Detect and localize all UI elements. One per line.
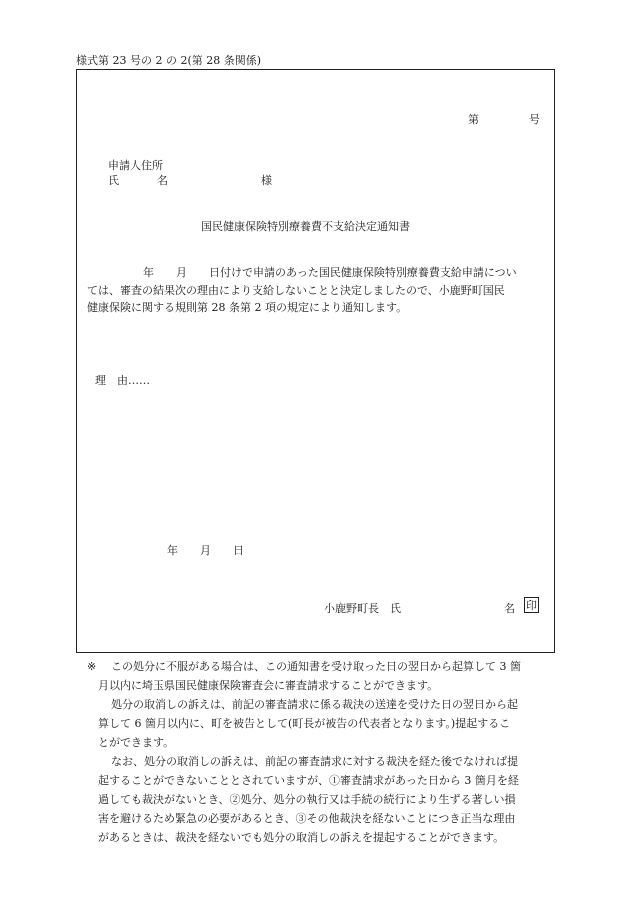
document-title: 国民健康保険特別療養費不支給決定通知書 bbox=[201, 220, 410, 233]
body-paragraph bbox=[87, 264, 549, 317]
number-prefix: 第 bbox=[468, 113, 479, 126]
name-label-char-2: 名 bbox=[157, 174, 168, 187]
notice-paragraph-1 bbox=[87, 657, 557, 695]
notice-line: 算して 6 箇月以内に、町を被告として(町長が被告の代表者となります。)提起するこ bbox=[98, 717, 511, 730]
notice-line: なお、処分の取消しの訴えは、前記の審査請求に対する裁決を経た後でなければ提 bbox=[111, 755, 518, 768]
notice-paragraph-3 bbox=[87, 752, 557, 847]
number-suffix: 号 bbox=[529, 113, 540, 126]
honorific-sama: 様 bbox=[261, 174, 272, 187]
seal-stamp-box: 印 bbox=[526, 599, 537, 612]
issuer-title: 小鹿野町長 氏 bbox=[324, 602, 401, 615]
notice-line: 処分の取消しの訴えは、前記の審査請求に係る裁決の送達を受けた日の翌日から起 bbox=[111, 698, 518, 711]
name-label-char-1: 氏 bbox=[108, 174, 119, 187]
appeal-notice bbox=[87, 657, 557, 847]
body-line: 年 月 日付けで申請のあった国民健康保険特別療養費支給申請につい bbox=[143, 266, 517, 279]
notice-line: この処分に不服がある場合は、この通知書を受け取った日の翌日から起算して 3 箇 bbox=[111, 660, 521, 673]
notice-line: 月以内に埼玉県国民健康保険審査会に審査請求することができます。 bbox=[98, 679, 439, 692]
applicant-name-label bbox=[108, 172, 168, 188]
issuer-name-suffix: 名 bbox=[504, 602, 515, 615]
notice-line: 過しても裁決がないとき、②処分、処分の執行又は手続の続行により生ずる著しい損 bbox=[98, 793, 516, 806]
form-caption: 様式第 23 号の 2 の 2(第 28 条関係) bbox=[76, 54, 262, 67]
notice-paragraph-2 bbox=[87, 695, 557, 752]
notice-line: とができます。 bbox=[98, 736, 175, 749]
body-line: ては、審査の結果次の理由により支給しないことと決定しましたので、小鹿野町国民 bbox=[87, 283, 505, 297]
notice-line: 起することができないこととされていますが、①審査請求があった日から 3 箇月を経 bbox=[98, 774, 519, 787]
reason-label: 理 由…… bbox=[95, 374, 150, 387]
notice-line: があるときは、裁決を経ないでも処分の取消しの訴えを提起することができます。 bbox=[98, 831, 505, 844]
note-mark: ※ bbox=[87, 660, 97, 673]
notice-document-frame bbox=[76, 69, 555, 653]
issue-date-line: 年 月 日 bbox=[167, 544, 244, 557]
applicant-address-label: 申請人住所 bbox=[108, 159, 163, 172]
notice-line: 害を避けるため緊急の必要があるとき、③その他裁決を経ないことにつき正当な理由 bbox=[98, 812, 516, 825]
body-line: 健康保険に関する規則第 28 条第 2 項の規定により通知します。 bbox=[87, 301, 408, 314]
